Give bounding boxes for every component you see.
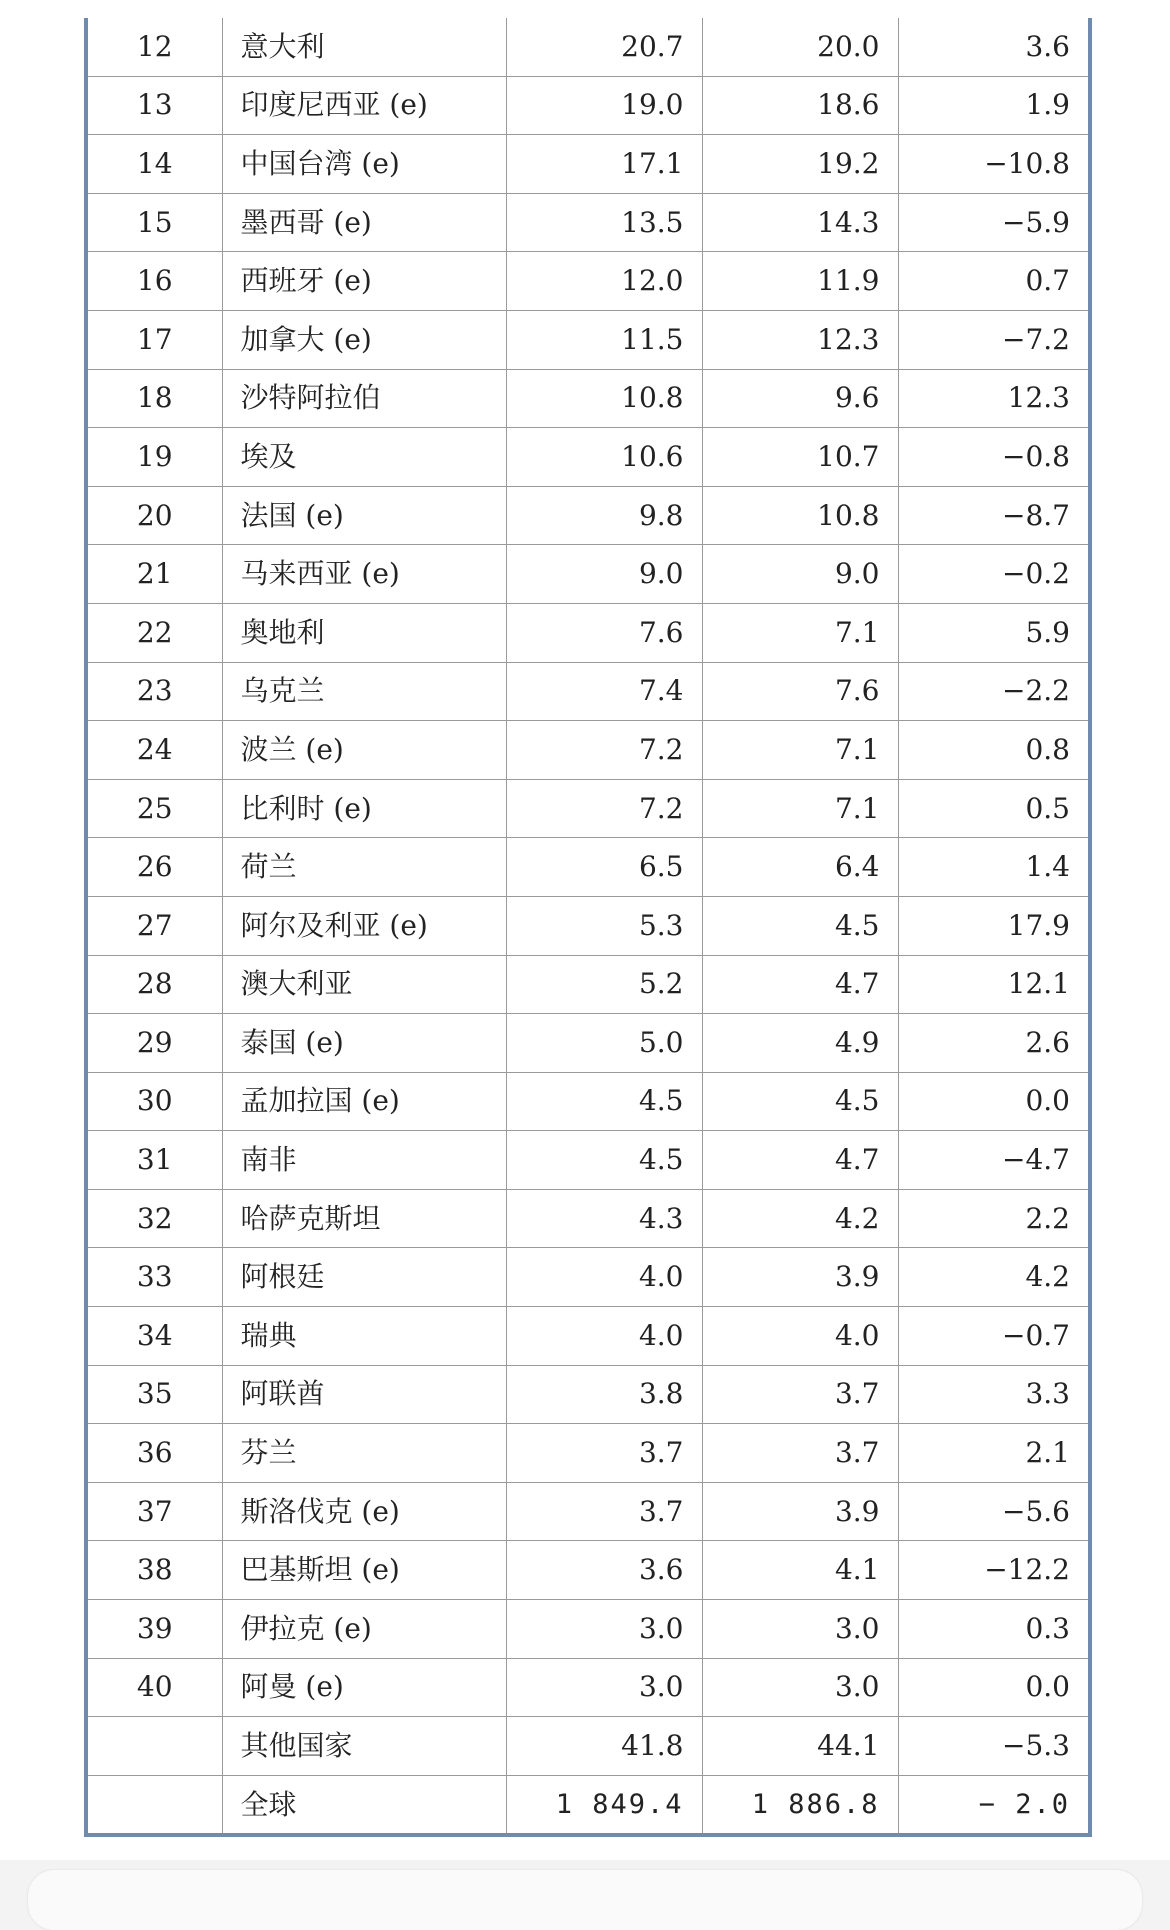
change-cell: 0.8 bbox=[898, 721, 1088, 780]
value-cell-2: 4.0 bbox=[702, 1307, 898, 1366]
table-row bbox=[88, 18, 1088, 76]
rank-cell: 34 bbox=[88, 1307, 222, 1366]
rank-cell: 18 bbox=[88, 369, 222, 428]
change-cell: −10.8 bbox=[898, 135, 1088, 194]
country-cell: 西班牙 (e) bbox=[222, 252, 506, 311]
country-cell: 伊拉克 (e) bbox=[222, 1600, 506, 1659]
change-cell: −8.7 bbox=[898, 486, 1088, 545]
table-row bbox=[88, 486, 1088, 545]
change-cell: 5.9 bbox=[898, 603, 1088, 662]
rank-cell: 12 bbox=[136, 29, 173, 63]
value-cell-2: 4.5 bbox=[702, 896, 898, 955]
value-cell-1: 9.0 bbox=[506, 545, 702, 604]
value-cell-2: 3.9 bbox=[702, 1482, 898, 1541]
table-row bbox=[88, 1307, 1088, 1366]
change-cell: 1.4 bbox=[898, 838, 1088, 897]
table-row bbox=[88, 1658, 1088, 1717]
rank-cell: 23 bbox=[88, 662, 222, 721]
country-cell: 瑞典 bbox=[222, 1307, 506, 1366]
country-cell: 斯洛伐克 (e) bbox=[222, 1482, 506, 1541]
value-cell-1: 7.4 bbox=[506, 662, 702, 721]
rank-cell: 35 bbox=[88, 1365, 222, 1424]
country-cell: 阿尔及利亚 (e) bbox=[222, 896, 506, 955]
table-row bbox=[88, 1482, 1088, 1541]
country-cell: 意大利 bbox=[222, 18, 506, 76]
country-cell: 荷兰 bbox=[222, 838, 506, 897]
table-row bbox=[88, 662, 1088, 721]
value-cell-1: 3.7 bbox=[506, 1424, 702, 1483]
country-cell: 印度尼西亚 (e) bbox=[222, 76, 506, 135]
value-cell-1: 4.5 bbox=[506, 1131, 702, 1190]
value-cell-1: 4.5 bbox=[506, 1072, 702, 1131]
value-cell-1: 41.8 bbox=[506, 1717, 702, 1776]
country-cell: 孟加拉国 (e) bbox=[222, 1072, 506, 1131]
table-row bbox=[88, 1541, 1088, 1600]
value-cell-2: 3.0 bbox=[702, 1658, 898, 1717]
value-cell-2: 6.4 bbox=[702, 838, 898, 897]
change-cell: 0.3 bbox=[898, 1600, 1088, 1659]
table-row bbox=[88, 838, 1088, 897]
table-row bbox=[88, 1600, 1088, 1659]
change-cell: −5.9 bbox=[898, 193, 1088, 252]
change-cell: −5.3 bbox=[898, 1717, 1088, 1776]
change-cell: −7.2 bbox=[898, 310, 1088, 369]
value-cell-1: 4.0 bbox=[506, 1307, 702, 1366]
value-cell-1: 7.2 bbox=[506, 779, 702, 838]
value-cell-2: 4.5 bbox=[702, 1072, 898, 1131]
country-cell: 阿联酋 bbox=[222, 1365, 506, 1424]
total-row bbox=[88, 1775, 1088, 1833]
value-cell-2: 10.8 bbox=[702, 486, 898, 545]
rank-cell bbox=[88, 1717, 222, 1776]
value-cell-2: 7.1 bbox=[702, 779, 898, 838]
country-cell: 墨西哥 (e) bbox=[222, 193, 506, 252]
value-cell-1: 3.6 bbox=[506, 1541, 702, 1600]
table-row bbox=[88, 135, 1088, 194]
value-cell-1: 5.0 bbox=[506, 1014, 702, 1073]
value-cell-1: 13.5 bbox=[506, 193, 702, 252]
change-cell: 17.9 bbox=[898, 896, 1088, 955]
value-cell-2: 12.3 bbox=[702, 310, 898, 369]
country-cell: 波兰 (e) bbox=[222, 721, 506, 780]
value-cell-2: 10.7 bbox=[702, 428, 898, 487]
table-row bbox=[88, 545, 1088, 604]
change-cell: 2.6 bbox=[898, 1014, 1088, 1073]
value-cell-1: 12.0 bbox=[506, 252, 702, 311]
value-cell-2: 4.1 bbox=[702, 1541, 898, 1600]
country-cell: 奥地利 bbox=[222, 603, 506, 662]
value-cell-2: 3.0 bbox=[702, 1600, 898, 1659]
rank-cell: 16 bbox=[88, 252, 222, 311]
bottom-card bbox=[28, 1870, 1142, 1930]
change-cell: 2.1 bbox=[898, 1424, 1088, 1483]
rank-cell: 30 bbox=[88, 1072, 222, 1131]
value-cell-2: 4.2 bbox=[702, 1189, 898, 1248]
rank-cell: 14 bbox=[88, 135, 222, 194]
production-table bbox=[88, 18, 1088, 1833]
value-cell-2: 3.7 bbox=[702, 1365, 898, 1424]
change-cell: 1.9 bbox=[898, 76, 1088, 135]
rank-cell: 26 bbox=[88, 838, 222, 897]
country-cell: 澳大利亚 bbox=[222, 955, 506, 1014]
change-cell: 3.6 bbox=[898, 18, 1088, 76]
country-cell: 全球 bbox=[222, 1775, 506, 1833]
rank-cell: 36 bbox=[88, 1424, 222, 1483]
change-cell: 0.0 bbox=[898, 1072, 1088, 1131]
rank-cell: 27 bbox=[88, 896, 222, 955]
table-row bbox=[88, 1131, 1088, 1190]
value-cell-1: 3.7 bbox=[506, 1482, 702, 1541]
country-cell: 阿曼 (e) bbox=[222, 1658, 506, 1717]
value-cell-2: 4.7 bbox=[702, 1131, 898, 1190]
rank-cell: 40 bbox=[88, 1658, 222, 1717]
value-cell-2: 14.3 bbox=[702, 193, 898, 252]
table-row bbox=[88, 369, 1088, 428]
table-row bbox=[88, 76, 1088, 135]
table-row bbox=[88, 1424, 1088, 1483]
country-cell: 哈萨克斯坦 bbox=[222, 1189, 506, 1248]
value-cell-1: 3.0 bbox=[506, 1658, 702, 1717]
table-row bbox=[88, 428, 1088, 487]
table-row bbox=[88, 193, 1088, 252]
value-cell-1: 17.1 bbox=[506, 135, 702, 194]
value-cell-1: 4.3 bbox=[506, 1189, 702, 1248]
country-cell: 阿根廷 bbox=[222, 1248, 506, 1307]
value-cell-1: 11.5 bbox=[506, 310, 702, 369]
value-cell-1: 10.6 bbox=[506, 428, 702, 487]
country-cell: 巴基斯坦 (e) bbox=[222, 1541, 506, 1600]
value-cell-2: 4.9 bbox=[702, 1014, 898, 1073]
value-cell-2: 3.9 bbox=[702, 1248, 898, 1307]
country-cell: 其他国家 bbox=[222, 1717, 506, 1776]
value-cell-2: 1 886.8 bbox=[702, 1775, 898, 1833]
value-cell-2: 9.6 bbox=[702, 369, 898, 428]
table-row bbox=[88, 1014, 1088, 1073]
rank-cell: 32 bbox=[88, 1189, 222, 1248]
value-cell-2: 7.1 bbox=[702, 603, 898, 662]
rank-cell: 19 bbox=[88, 428, 222, 487]
change-cell: −0.8 bbox=[898, 428, 1088, 487]
table-row bbox=[88, 1072, 1088, 1131]
change-cell: 12.1 bbox=[898, 955, 1088, 1014]
change-cell: −0.2 bbox=[898, 545, 1088, 604]
value-cell-2: 7.6 bbox=[702, 662, 898, 721]
change-cell: 0.0 bbox=[898, 1658, 1088, 1717]
value-cell-1: 1 849.4 bbox=[506, 1775, 702, 1833]
change-cell: −0.7 bbox=[898, 1307, 1088, 1366]
table-row bbox=[88, 721, 1088, 780]
change-cell: −4.7 bbox=[898, 1131, 1088, 1190]
value-cell-1: 5.2 bbox=[506, 955, 702, 1014]
rank-cell: 20 bbox=[88, 486, 222, 545]
table-row bbox=[88, 955, 1088, 1014]
rank-cell: 28 bbox=[88, 955, 222, 1014]
change-cell: 12.3 bbox=[898, 369, 1088, 428]
table-frame bbox=[84, 18, 1092, 1837]
value-cell-2: 20.0 bbox=[702, 18, 898, 76]
change-cell: 4.2 bbox=[898, 1248, 1088, 1307]
change-cell: −5.6 bbox=[898, 1482, 1088, 1541]
table-row bbox=[88, 1365, 1088, 1424]
table-row bbox=[88, 779, 1088, 838]
rank-cell: 22 bbox=[88, 603, 222, 662]
value-cell-1: 19.0 bbox=[506, 76, 702, 135]
country-cell: 法国 (e) bbox=[222, 486, 506, 545]
change-cell: 3.3 bbox=[898, 1365, 1088, 1424]
value-cell-2: 3.7 bbox=[702, 1424, 898, 1483]
value-cell-1: 10.8 bbox=[506, 369, 702, 428]
value-cell-1: 3.0 bbox=[506, 1600, 702, 1659]
value-cell-1: 9.8 bbox=[506, 486, 702, 545]
rank-cell: 25 bbox=[88, 779, 222, 838]
rank-cell: 38 bbox=[88, 1541, 222, 1600]
change-cell: 0.5 bbox=[898, 779, 1088, 838]
rank-cell bbox=[88, 1775, 222, 1833]
value-cell-2: 11.9 bbox=[702, 252, 898, 311]
value-cell-2: 44.1 bbox=[702, 1717, 898, 1776]
rank-cell: 24 bbox=[88, 721, 222, 780]
value-cell-2: 4.7 bbox=[702, 955, 898, 1014]
rank-cell: 39 bbox=[88, 1600, 222, 1659]
change-cell: −12.2 bbox=[898, 1541, 1088, 1600]
country-cell: 泰国 (e) bbox=[222, 1014, 506, 1073]
rank-cell: 29 bbox=[88, 1014, 222, 1073]
table-row bbox=[88, 310, 1088, 369]
table-row bbox=[88, 603, 1088, 662]
change-cell: 2.2 bbox=[898, 1189, 1088, 1248]
value-cell-1: 4.0 bbox=[506, 1248, 702, 1307]
rank-cell: 21 bbox=[88, 545, 222, 604]
table-row bbox=[88, 1717, 1088, 1776]
rank-cell: 13 bbox=[88, 76, 222, 135]
table-row bbox=[88, 896, 1088, 955]
rank-cell: 33 bbox=[88, 1248, 222, 1307]
country-cell: 乌克兰 bbox=[222, 662, 506, 721]
value-cell-2: 18.6 bbox=[702, 76, 898, 135]
country-cell: 芬兰 bbox=[222, 1424, 506, 1483]
table-body bbox=[88, 18, 1088, 1833]
rank-cell: 15 bbox=[88, 193, 222, 252]
country-cell: 中国台湾 (e) bbox=[222, 135, 506, 194]
value-cell-2: 7.1 bbox=[702, 721, 898, 780]
rank-cell: 31 bbox=[88, 1131, 222, 1190]
country-cell: 南非 bbox=[222, 1131, 506, 1190]
country-cell: 比利时 (e) bbox=[222, 779, 506, 838]
change-cell: − 2.0 bbox=[898, 1775, 1088, 1833]
rank-cell: 37 bbox=[88, 1482, 222, 1541]
value-cell-1: 5.3 bbox=[506, 896, 702, 955]
rank-cell: 17 bbox=[88, 310, 222, 369]
value-cell-1: 6.5 bbox=[506, 838, 702, 897]
table-row bbox=[88, 1189, 1088, 1248]
table-row bbox=[88, 252, 1088, 311]
value-cell-2: 19.2 bbox=[702, 135, 898, 194]
value-cell-1: 20.7 bbox=[506, 18, 702, 76]
country-cell: 加拿大 (e) bbox=[222, 310, 506, 369]
value-cell-1: 7.2 bbox=[506, 721, 702, 780]
country-cell: 马来西亚 (e) bbox=[222, 545, 506, 604]
change-cell: −2.2 bbox=[898, 662, 1088, 721]
change-cell: 0.7 bbox=[898, 252, 1088, 311]
country-cell: 沙特阿拉伯 bbox=[222, 369, 506, 428]
value-cell-1: 3.8 bbox=[506, 1365, 702, 1424]
value-cell-2: 9.0 bbox=[702, 545, 898, 604]
table-row bbox=[88, 1248, 1088, 1307]
value-cell-1: 7.6 bbox=[506, 603, 702, 662]
country-cell: 埃及 bbox=[222, 428, 506, 487]
